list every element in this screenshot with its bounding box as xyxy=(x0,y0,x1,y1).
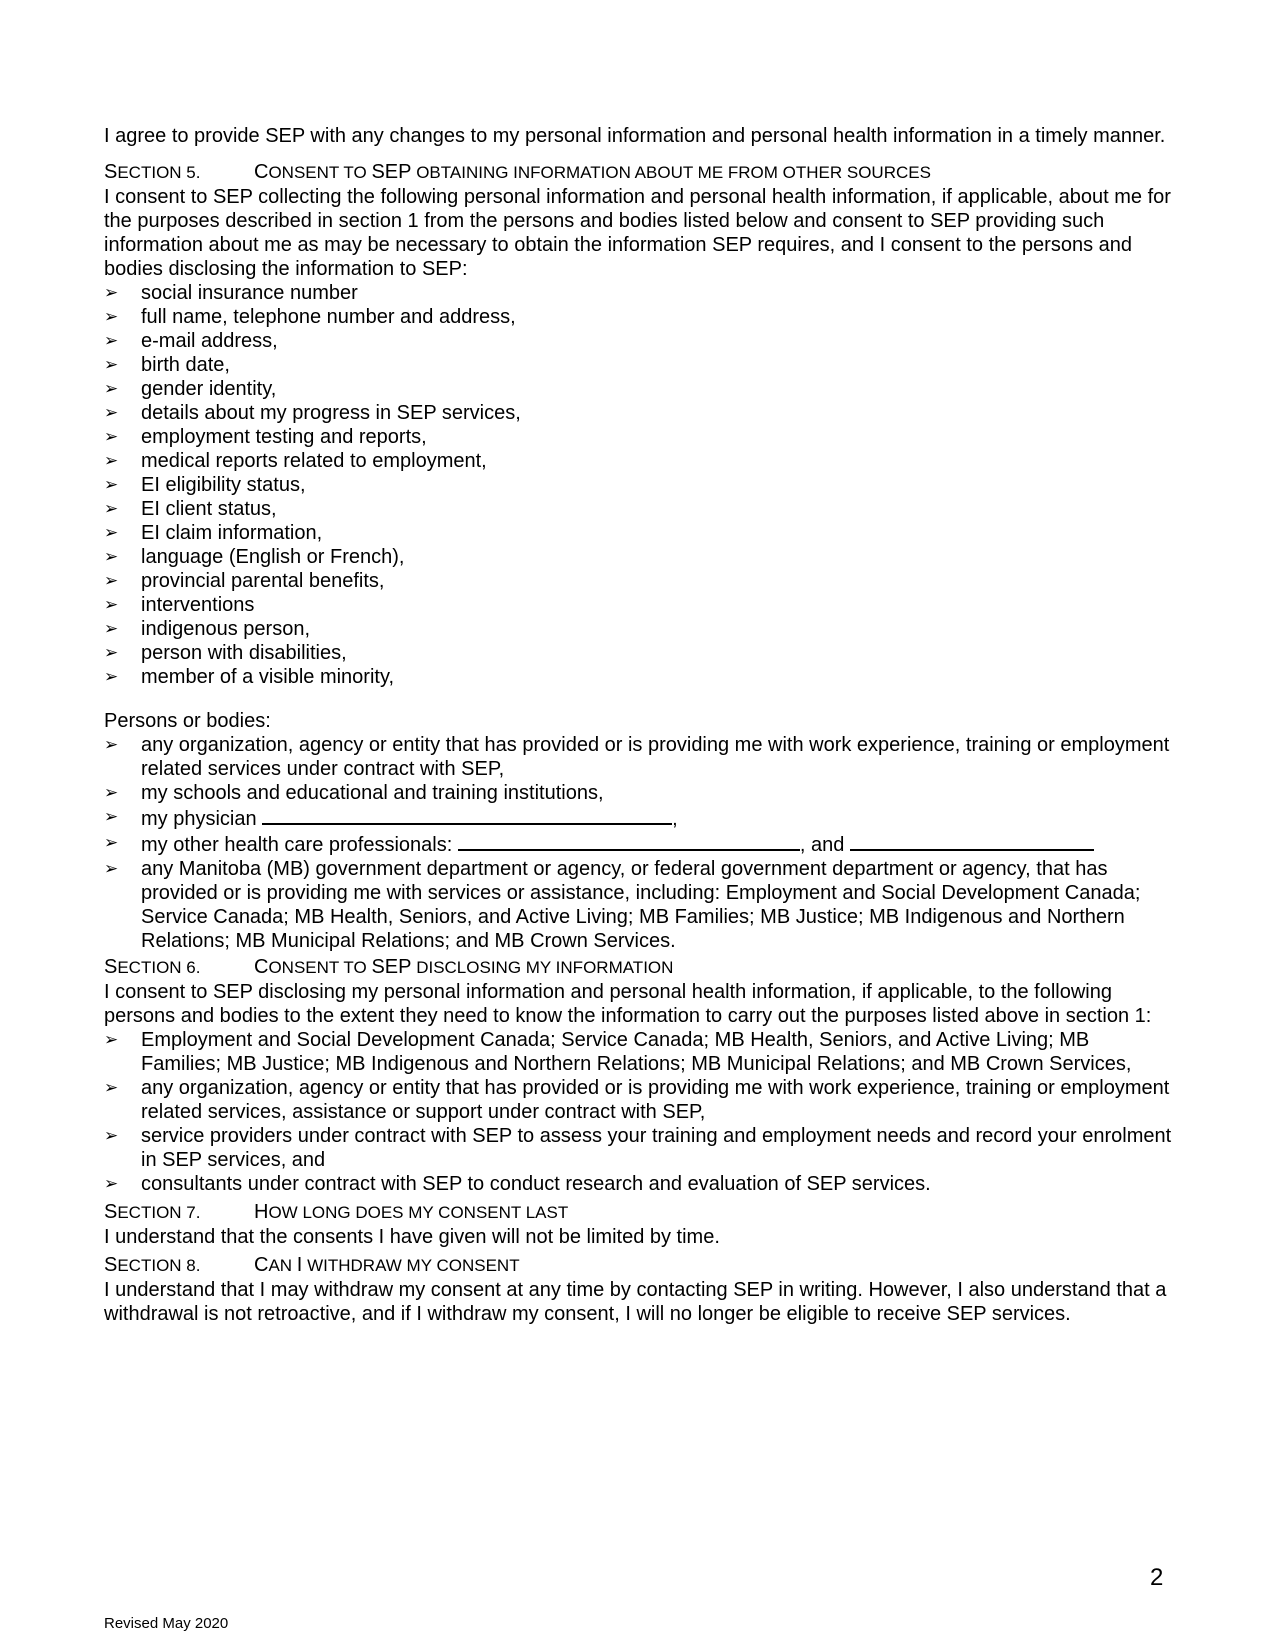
section-5-number: SECTION 5. xyxy=(104,161,201,183)
list-item: ➢ service providers under contract with SEP to assess your training and employment needs and record your enrolment in SEP services, and xyxy=(104,1124,1174,1172)
section-8-heading xyxy=(104,1253,1174,1278)
section-8-body: I understand that I may withdraw my consent at any time by contacting SEP in writing. However, I also understand that a withdrawal is not retroactive, and if I withdraw my consent, I will no longer be eligible to receive SEP services. xyxy=(104,1279,1167,1325)
list-item: ➢ indigenous person, xyxy=(104,617,1174,641)
list-item: ➢ any organization, agency or entity that has provided or is providing me with work experience, training or employment related services, assistance or support under contract with SEP, xyxy=(104,1076,1174,1124)
other-professional-field-1[interactable] xyxy=(458,831,800,851)
persons-list xyxy=(104,733,1174,953)
list-item: ➢ EI eligibility status, xyxy=(104,473,1174,497)
section-7-number: SECTION 7. xyxy=(104,1201,201,1223)
section-7-body: I understand that the consents I have given will not be limited by time. xyxy=(104,1226,720,1248)
list-item: ➢ my schools and educational and training institutions, xyxy=(104,781,1174,805)
revised-date: Revised May 2020 xyxy=(104,1615,229,1632)
section-5-title: CONSENT TO SEP OBTAINING INFORMATION ABOUT ME FROM OTHER SOURCES xyxy=(254,161,931,183)
section-6-number: SECTION 6. xyxy=(104,956,201,978)
list-item: ➢ interventions xyxy=(104,593,1174,617)
other-professional-field-2[interactable] xyxy=(850,831,1094,851)
list-item: ➢ EI claim information, xyxy=(104,521,1174,545)
section-6-heading xyxy=(104,955,1174,980)
list-item: ➢ language (English or French), xyxy=(104,545,1174,569)
list-item: ➢ EI client status, xyxy=(104,497,1174,521)
document-page xyxy=(104,124,1174,1326)
section-8-number: SECTION 8. xyxy=(104,1254,201,1276)
section-5-body: I consent to SEP collecting the following personal information and personal health information, if applicable, about me for the purposes described in section 1 from the persons and bodies listed below and consent to SEP providing such information about me as may be necessary to obtain the information SEP requires, and I consent to the persons and bodies disclosing the information to SEP: xyxy=(104,186,1171,280)
section-5-info-list xyxy=(104,281,1174,689)
physician-field[interactable] xyxy=(262,805,672,825)
list-item: ➢ e-mail address, xyxy=(104,329,1174,353)
list-item: ➢ any Manitoba (MB) government department or agency, or federal government department or agency, that has provided or is providing me with services or assistance, including: Employment and Social Development Canada; Service Canada; MB Health, Seniors, and Active Living; MB Families; MB Justice; MB Indigenous and Northern Relations; MB Municipal Relations; and MB Crown Services. xyxy=(104,857,1174,953)
list-item: ➢ full name, telephone number and address, xyxy=(104,305,1174,329)
list-item: ➢ person with disabilities, xyxy=(104,641,1174,665)
section-7-heading xyxy=(104,1200,1174,1225)
list-item: ➢ medical reports related to employment, xyxy=(104,449,1174,473)
physician-item: ➢ my physician , xyxy=(104,805,1174,831)
list-item: ➢ member of a visible minority, xyxy=(104,665,1174,689)
list-item: ➢ birth date, xyxy=(104,353,1174,377)
page-number: 2 xyxy=(1150,1564,1164,1591)
section-6-list xyxy=(104,1028,1174,1196)
list-item: ➢ consultants under contract with SEP to conduct research and evaluation of SEP services. xyxy=(104,1172,1174,1196)
list-item: ➢ employment testing and reports, xyxy=(104,425,1174,449)
persons-label: Persons or bodies: xyxy=(104,710,271,732)
list-item: ➢ any organization, agency or entity that has provided or is providing me with work experience, training or employment related services under contract with SEP, xyxy=(104,733,1174,781)
list-item: ➢ provincial parental benefits, xyxy=(104,569,1174,593)
list-item: ➢ gender identity, xyxy=(104,377,1174,401)
section-6-body: I consent to SEP disclosing my personal information and personal health information, if applicable, to the following persons and bodies to the extent they need to know the information to carry out the purposes listed above in section 1: xyxy=(104,981,1152,1027)
intro-paragraph: I agree to provide SEP with any changes to my personal information and personal health information in a timely manner. xyxy=(104,125,1166,147)
other-professionals-item: ➢ my other health care professionals: , and xyxy=(104,831,1174,857)
section-5-heading xyxy=(104,160,1174,185)
list-item: ➢ social insurance number xyxy=(104,281,1174,305)
list-item: ➢ Employment and Social Development Canada; Service Canada; MB Health, Seniors, and Active Living; MB Families; MB Justice; MB Indigenous and Northern Relations; MB Municipal Relations; and MB Crown Services, xyxy=(104,1028,1174,1076)
section-7-title: HOW LONG DOES MY CONSENT LAST xyxy=(254,1201,569,1223)
section-8-title: CAN I WITHDRAW MY CONSENT xyxy=(254,1254,520,1276)
list-item: ➢ details about my progress in SEP services, xyxy=(104,401,1174,425)
section-6-title: CONSENT TO SEP DISCLOSING MY INFORMATION xyxy=(254,956,674,978)
